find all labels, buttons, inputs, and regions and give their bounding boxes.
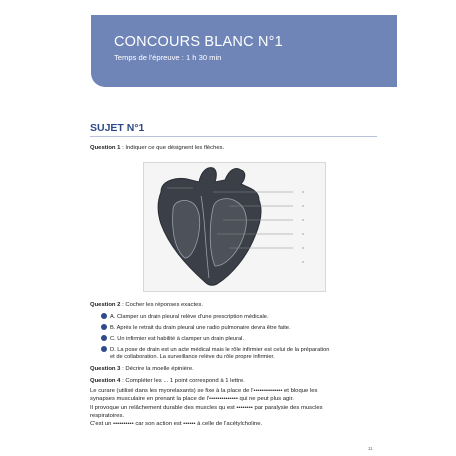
label-dot-4 (302, 233, 304, 235)
heart-illustration (143, 162, 326, 292)
option-b-text: B. Après le retrait du drain pleural une radio pulmonaire devra être faite. (110, 325, 291, 331)
header-banner (91, 15, 397, 87)
question-3-text: : Décrire la moelle épinière. (120, 366, 194, 372)
question-2-label: Question 2 (90, 302, 121, 308)
question-4-text: : Compléter les ... 1 point correspond à 1 lettre. (120, 378, 245, 384)
option-b[interactable] (101, 324, 291, 331)
checkbox-bullet-icon[interactable] (101, 324, 107, 330)
option-d-continuation: et de collaboration. La surveillance relève du rôle propre infirmier. (110, 354, 275, 360)
label-dot-2 (302, 205, 304, 207)
question-4-line-2: synapses musculaire en prenant la place de l'•••••••••••••• qui ne peut plus agir. (90, 396, 294, 402)
question-1 (90, 145, 224, 151)
question-4-line-3: Il provoque un relâchement durable des muscles qu est •••••••• par paralysie des muscles (90, 405, 323, 411)
question-2 (90, 302, 203, 308)
question-2-text: : Cocher les réponses exactes. (120, 302, 203, 308)
question-3 (90, 366, 194, 372)
question-4 (90, 378, 245, 384)
question-1-label: Question 1 (90, 145, 121, 151)
heart-diagram (143, 162, 326, 292)
label-dot-1 (302, 191, 304, 193)
question-1-text: : Indiquer ce que désignent les flèches. (120, 145, 225, 151)
option-c[interactable] (101, 335, 244, 342)
checkbox-bullet-icon[interactable] (101, 313, 107, 319)
question-3-label: Question 3 (90, 366, 121, 372)
checkbox-bullet-icon[interactable] (101, 346, 107, 352)
question-4-line-1: Le curare (utilisé dans les myorelaxants) se fixe à la place de l'•••••••••••••• et bloque les (90, 388, 318, 394)
option-d-text: D. La pose de drain est un acte médical mais le rôle infirmier est celui de la préparation (110, 347, 330, 353)
section-divider (90, 136, 377, 137)
checkbox-bullet-icon[interactable] (101, 335, 107, 341)
label-dot-6 (302, 261, 304, 263)
option-a[interactable] (101, 313, 269, 320)
section-title: SUJET N°1 (90, 122, 145, 134)
page-title: CONCOURS BLANC N°1 (114, 34, 283, 50)
page-subtitle: Temps de l'épreuve : 1 h 30 min (114, 53, 222, 62)
question-4-line-5: C'est un •••••••••• car son action est •••••• à celle de l'acétylcholine. (90, 421, 263, 427)
label-dot-3 (302, 219, 304, 221)
label-dot-5 (302, 247, 304, 249)
option-d[interactable] (101, 346, 329, 353)
question-4-label: Question 4 (90, 378, 121, 384)
page-number: 11 (368, 446, 373, 451)
option-a-text: A. Clamper un drain pleural relève d'une prescription médicale. (110, 314, 269, 320)
option-c-text: C. Un infirmier est habilité à clamper un drain pleural. (110, 336, 245, 342)
question-4-line-4: respiratoires. (90, 413, 125, 419)
